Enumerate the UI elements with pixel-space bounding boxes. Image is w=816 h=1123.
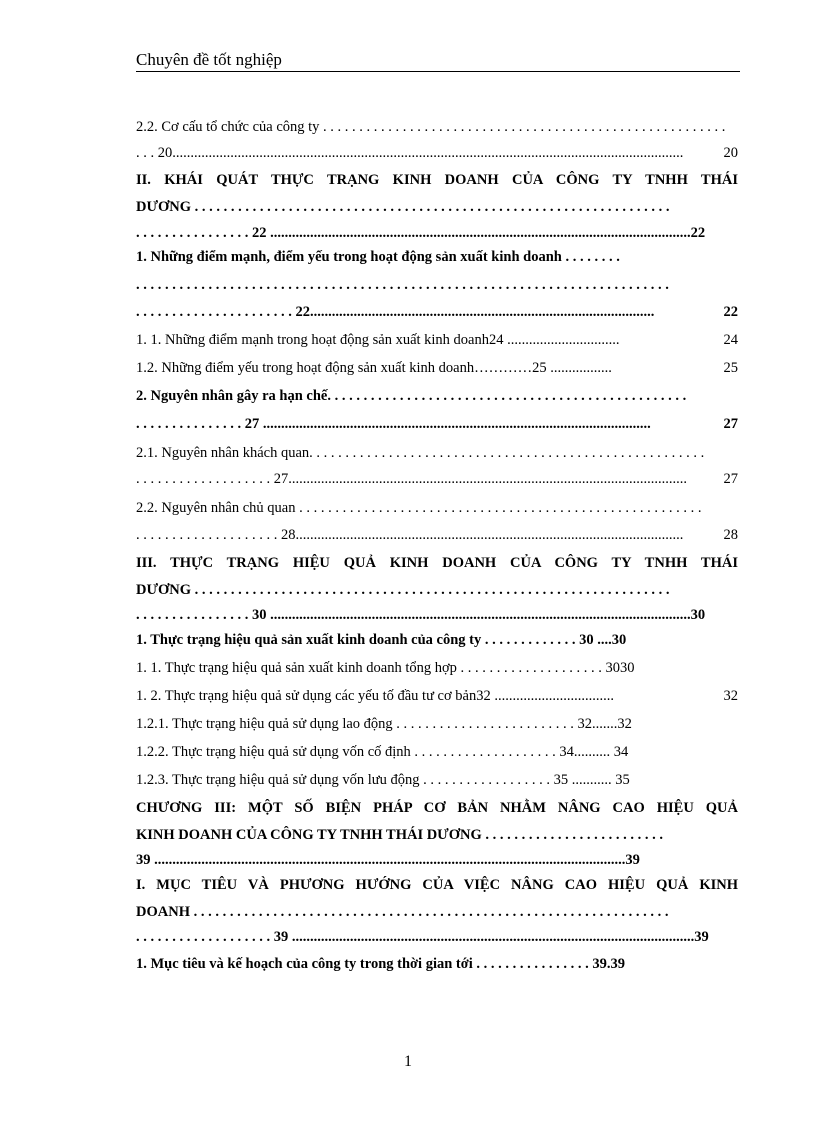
toc-entry-text: 1. 1. Thực trạng hiệu quả sản xuất kinh doanh tổng hợp . . . . . . . . . . . . . . . . . . . . 3030 (136, 660, 635, 676)
toc-line (136, 953, 738, 975)
toc-page-number: 27 (720, 413, 739, 435)
toc-page-number: 22 (720, 301, 739, 323)
toc-entry-text: . . . . . . . . . . . . . . . 27 ........................................................................................................... (136, 416, 651, 432)
toc-line (136, 926, 738, 948)
toc-entry-text: 1.2.2. Thực trạng hiệu quả sử dụng vốn cố định . . . . . . . . . . . . . . . . . . . . 34.......... 34 (136, 744, 629, 760)
toc-line (136, 497, 738, 519)
toc-line (136, 442, 738, 464)
toc-line (136, 849, 738, 871)
toc-line (136, 169, 738, 191)
toc-entry-text: 2. Nguyên nhân gây ra hạn chế. . . . . . . . . . . . . . . . . . . . . . . . . . . . . . . . . . . . . . . . . . . . . . . . . . (136, 388, 687, 404)
toc-entry-text: DƯƠNG . . . . . . . . . . . . . . . . . . . . . . . . . . . . . . . . . . . . . . . . . . . . . . . . . . . . . . . . . . . . . . . . . . (136, 582, 670, 598)
toc-entry-text: 1.2.3. Thực trạng hiệu quả sử dụng vốn lưu động . . . . . . . . . . . . . . . . . . 35 ........... 35 (136, 772, 630, 788)
toc-entry-text: 2.1. Nguyên nhân khách quan. . . . . . . . . . . . . . . . . . . . . . . . . . . . . . . . . . . . . . . . . . . . . . . . . . . . . . . (136, 445, 705, 461)
toc-entry-text: 1. 2. Thực trạng hiệu quả sử dụng các yếu tố đầu tư cơ bản32 ................................. (136, 688, 614, 704)
toc-line (136, 357, 738, 379)
toc-entry-text: 2.2. Cơ cấu tổ chức của công ty . . . . . . . . . . . . . . . . . . . . . . . . . . . . . . . . . . . . . . . . . . . . . . . . . . . . . . . . (136, 119, 726, 135)
toc-line (136, 741, 738, 763)
toc-line (136, 797, 738, 819)
toc-entry-text: 1. Những điểm mạnh, điểm yếu trong hoạt động sản xuất kinh doanh . . . . . . . . (136, 249, 620, 265)
toc-entry-text: 1. Mục tiêu và kế hoạch của công ty trong thời gian tới . . . . . . . . . . . . . . . . 39.39 (136, 956, 626, 972)
toc-line (136, 874, 738, 896)
toc-entry-text: KINH DOANH CỦA CÔNG TY TNHH THÁI DƯƠNG . . . . . . . . . . . . . . . . . . . . . . . . . (136, 827, 664, 843)
toc-line (136, 524, 738, 546)
toc-entry-text: . . . . . . . . . . . . . . . . . . . . . . 22............................................................................................... (136, 304, 655, 320)
toc-entry-text: . . . . . . . . . . . . . . . . 22 ....................................................................................................................22 (136, 225, 706, 241)
toc-entry-text: DOANH . . . . . . . . . . . . . . . . . . . . . . . . . . . . . . . . . . . . . . . . . . . . . . . . . . . . . . . . . . . . . . . . . . (136, 904, 669, 920)
toc-line (136, 604, 738, 626)
toc-line (136, 301, 738, 323)
toc-line (136, 142, 738, 164)
toc-entry-text: . . . . . . . . . . . . . . . . . . . . 28........................................................................................................... (136, 527, 684, 543)
toc-page-number: 24 (720, 329, 739, 351)
toc-line (136, 329, 738, 351)
toc-entry-text: . . . 20............................................................................................................................................. (136, 145, 684, 161)
toc-entry-text: 1. Thực trạng hiệu quả sản xuất kinh doanh của công ty . . . . . . . . . . . . . 30 ....30 (136, 632, 627, 648)
toc-page-number: 28 (720, 524, 739, 546)
toc-entry-text: 2.2. Nguyên nhân chủ quan . . . . . . . . . . . . . . . . . . . . . . . . . . . . . . . . . . . . . . . . . . . . . . . . . . . . . . . . (136, 500, 702, 516)
toc-entry-text: 1.2. Những điểm yếu trong hoạt động sản xuất kinh doanh…………25 ................. (136, 360, 612, 376)
toc-line (136, 579, 738, 601)
toc-line (136, 629, 738, 651)
toc-line (136, 413, 738, 435)
toc-line (136, 769, 738, 791)
toc-entry-text: 1. 1. Những điểm mạnh trong hoạt động sản xuất kinh doanh24 ............................... (136, 332, 620, 348)
toc-line (136, 901, 738, 923)
toc-page-number: 20 (720, 142, 739, 164)
toc-line (136, 274, 738, 296)
toc-entry-text: . . . . . . . . . . . . . . . . . . . 39 ...............................................................................................................39 (136, 929, 709, 945)
running-header: Chuyên đề tốt nghiệp (136, 50, 282, 69)
toc-page-number: 27 (720, 468, 739, 490)
toc-line (136, 824, 738, 846)
toc-entry-text: I. MỤC TIÊU VÀ PHƯƠNG HƯỚNG CỦA VIỆC NÂNG CAO HIỆU QUẢ KINH (136, 877, 738, 893)
toc-line (136, 713, 738, 735)
header-rule (136, 71, 740, 72)
toc-entry-text: . . . . . . . . . . . . . . . . . . . 27.............................................................................................................. (136, 471, 687, 487)
toc-page-number: 25 (720, 357, 739, 379)
page-number: 1 (404, 1053, 412, 1070)
toc-line (136, 657, 738, 679)
toc-page-number: 32 (720, 685, 739, 707)
toc-line (136, 196, 738, 218)
toc-line (136, 246, 738, 268)
toc-line (136, 222, 738, 244)
toc-line (136, 385, 738, 407)
toc-entry-text: 39 ..................................................................................................................................39 (136, 852, 640, 868)
toc-entry-text: CHƯƠNG III: MỘT SỐ BIỆN PHÁP CƠ BẢN NHẰM NÂNG CAO HIỆU QUẢ (136, 800, 738, 816)
toc-entry-text: II. KHÁI QUÁT THỰC TRẠNG KINH DOANH CỦA CÔNG TY TNHH THÁI (136, 172, 738, 188)
toc-entry-text: DƯƠNG . . . . . . . . . . . . . . . . . . . . . . . . . . . . . . . . . . . . . . . . . . . . . . . . . . . . . . . . . . . . . . . . . . (136, 199, 670, 215)
toc-entry-text: . . . . . . . . . . . . . . . . . . . . . . . . . . . . . . . . . . . . . . . . . . . . . . . . . . . . . . . . . . . . . . . . . . . . . . . . . . (136, 277, 669, 293)
toc-line (136, 468, 738, 490)
toc-line (136, 552, 738, 574)
toc-line (136, 685, 738, 707)
toc-entry-text: III. THỰC TRẠNG HIỆU QUẢ KINH DOANH CỦA CÔNG TY TNHH THÁI (136, 555, 738, 571)
toc-entry-text: 1.2.1. Thực trạng hiệu quả sử dụng lao động . . . . . . . . . . . . . . . . . . . . . . . . . 32.......32 (136, 716, 632, 732)
toc-line (136, 116, 738, 138)
toc-entry-text: . . . . . . . . . . . . . . . . 30 ....................................................................................................................30 (136, 607, 706, 623)
